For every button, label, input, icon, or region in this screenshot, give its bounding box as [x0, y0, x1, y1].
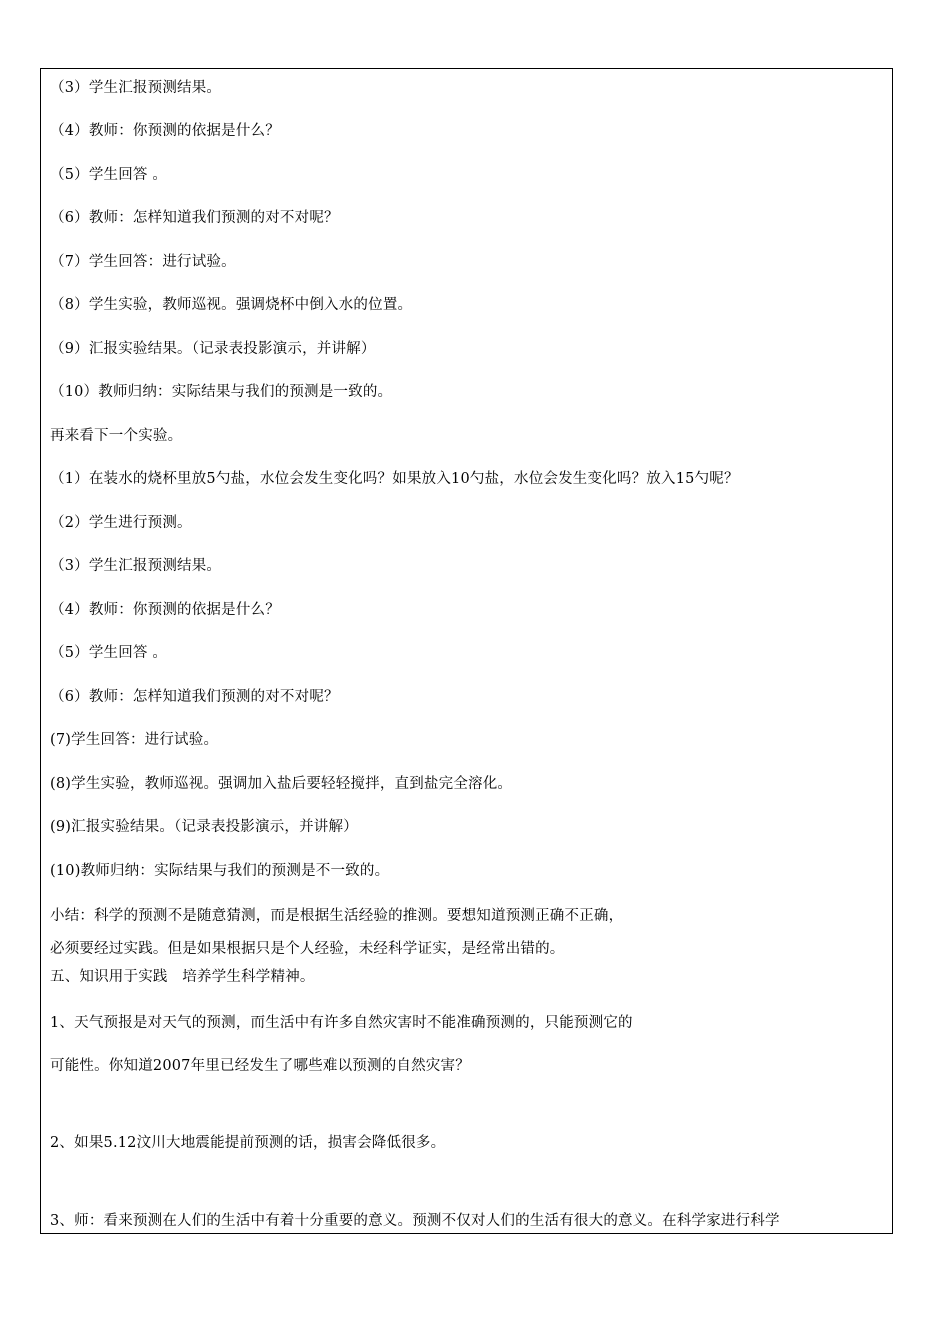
- text-line: （4）教师：你预测的依据是什么？: [50, 123, 280, 139]
- text-line: （6）教师：怎样知道我们预测的对不对呢？: [50, 210, 339, 226]
- text-line: （5）学生回答 。: [50, 645, 168, 661]
- text-line: 可能性。你知道2007年里已经发生了哪些难以预测的自然灾害？: [50, 1058, 470, 1074]
- text-line: (9)汇报实验结果。（记录表投影演示，并讲解）: [50, 819, 358, 835]
- text-line: （7）学生回答：进行试验。: [50, 254, 236, 270]
- text-line: （4）教师：你预测的依据是什么？: [50, 602, 280, 618]
- text-line: （3）学生汇报预测结果。: [50, 558, 222, 574]
- text-line: （1）在装水的烧杯里放5勺盐，水位会发生变化吗？如果放入10勺盐，水位会发生变化吗？放入15勺呢？: [50, 471, 739, 487]
- text-line: （6）教师：怎样知道我们预测的对不对呢？: [50, 689, 339, 705]
- text-line: （9）汇报实验结果。（记录表投影演示，并讲解）: [50, 341, 376, 357]
- text-line: 3、师：看来预测在人们的生活中有着十分重要的意义。预测不仅对人们的生活有很大的意义。在科学家进行科学: [50, 1213, 780, 1229]
- text-line: 再来看下一个实验。: [50, 428, 183, 444]
- text-line: （5）学生回答 。: [50, 167, 168, 183]
- text-line: 2、如果5.12汶川大地震能提前预测的话，损害会降低很多。: [50, 1135, 446, 1151]
- text-line: 小结：科学的预测不是随意猜测，而是根据生活经验的推测。要想知道预测正确不正确，: [50, 908, 624, 924]
- section-heading: 五、知识用于实践 培养学生科学精神。: [50, 969, 315, 985]
- text-line: (8)学生实验，教师巡视。强调加入盐后要轻轻搅拌，直到盐完全溶化。: [50, 776, 513, 792]
- text-line: （3）学生汇报预测结果。: [50, 80, 222, 96]
- text-line: 1、天气预报是对天气的预测，而生活中有许多自然灾害时不能准确预测的，只能预测它的: [50, 1015, 633, 1031]
- text-line: （8）学生实验，教师巡视。强调烧杯中倒入水的位置。: [50, 297, 413, 313]
- text-line: （2）学生进行预测。: [50, 515, 192, 531]
- text-line: (7)学生回答：进行试验。: [50, 732, 219, 748]
- text-line: （10）教师归纳：实际结果与我们的预测是一致的。: [50, 384, 393, 400]
- text-line: (10)教师归纳：实际结果与我们的预测是不一致的。: [50, 863, 390, 879]
- text-line: 必须要经过实践。但是如果根据只是个人经验，未经科学证实，是经常出错的。: [50, 941, 565, 957]
